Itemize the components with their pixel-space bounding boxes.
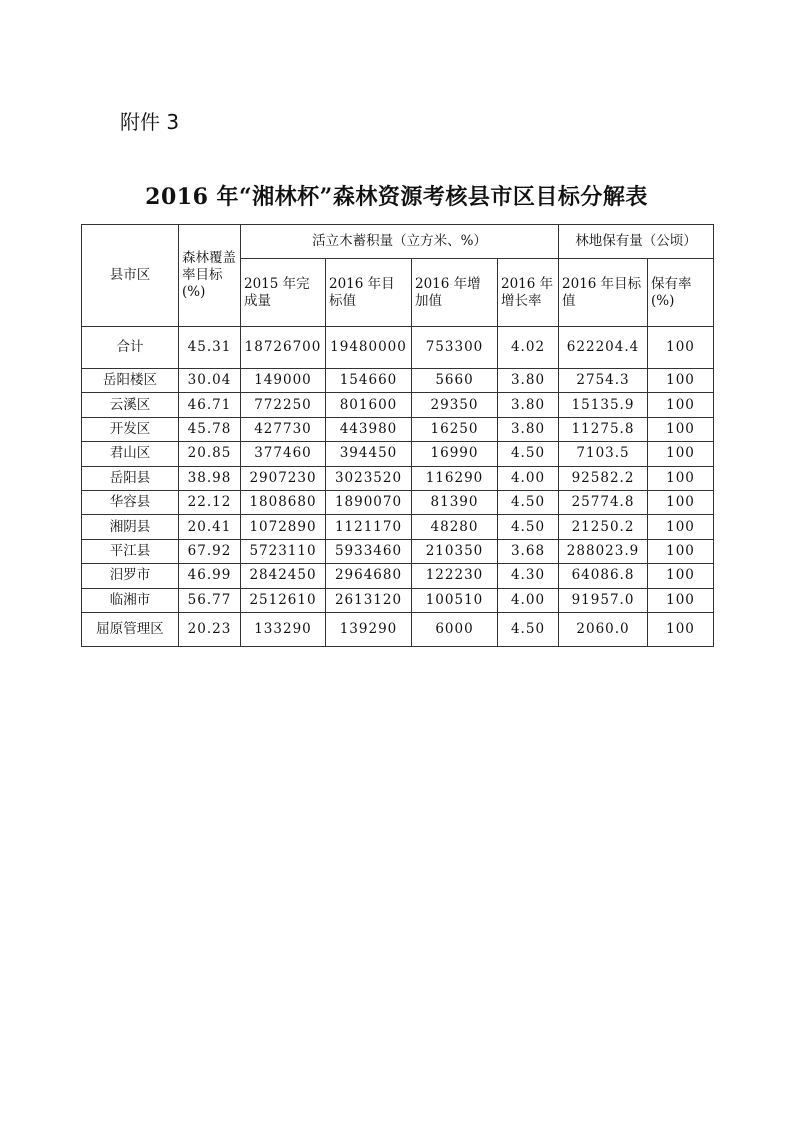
header-target-2016: 2016 年目标值 [326, 259, 412, 327]
cell-done-2015: 18726700 [241, 327, 326, 369]
cell-done-2015: 772250 [241, 393, 326, 417]
table-row [82, 539, 714, 563]
cell-retention: 100 [648, 515, 714, 539]
cell-county: 华容县 [82, 490, 179, 514]
cell-forest-cover: 38.98 [179, 466, 241, 490]
cell-forest-cover: 46.99 [179, 564, 241, 588]
target-breakdown-table [81, 224, 714, 647]
cell-increase-2016: 29350 [412, 393, 498, 417]
cell-target-2016: 1890070 [326, 490, 412, 514]
cell-target-2016: 801600 [326, 393, 412, 417]
cell-target-2016: 1121170 [326, 515, 412, 539]
cell-retention: 100 [648, 588, 714, 612]
cell-done-2015: 2842450 [241, 564, 326, 588]
cell-target-2016: 5933460 [326, 539, 412, 563]
table-row [82, 417, 714, 441]
attachment-label: 附件 3 [120, 110, 180, 134]
cell-increase-2016: 122230 [412, 564, 498, 588]
cell-county: 平江县 [82, 539, 179, 563]
cell-target-2016: 154660 [326, 369, 412, 393]
cell-done-2015: 427730 [241, 417, 326, 441]
cell-growth-2016: 3.80 [498, 369, 559, 393]
cell-county: 君山区 [82, 442, 179, 466]
cell-increase-2016: 6000 [412, 612, 498, 646]
cell-retention: 100 [648, 564, 714, 588]
cell-land-target: 2754.3 [559, 369, 648, 393]
cell-done-2015: 1808680 [241, 490, 326, 514]
cell-growth-2016: 3.80 [498, 393, 559, 417]
cell-growth-2016: 4.30 [498, 564, 559, 588]
table-row [82, 515, 714, 539]
cell-forest-cover: 45.78 [179, 417, 241, 441]
cell-retention: 100 [648, 369, 714, 393]
table-row [82, 369, 714, 393]
cell-growth-2016: 3.80 [498, 417, 559, 441]
cell-county: 云溪区 [82, 393, 179, 417]
cell-growth-2016: 4.00 [498, 588, 559, 612]
total-row [82, 327, 714, 369]
header-forest-cover: 森林覆盖率目标(%) [179, 225, 241, 327]
cell-target-2016: 139290 [326, 612, 412, 646]
cell-retention: 100 [648, 327, 714, 369]
cell-forest-cover: 20.85 [179, 442, 241, 466]
cell-forest-cover: 20.23 [179, 612, 241, 646]
cell-increase-2016: 5660 [412, 369, 498, 393]
cell-county: 屈原管理区 [82, 612, 179, 646]
cell-done-2015: 5723110 [241, 539, 326, 563]
cell-forest-cover: 45.31 [179, 327, 241, 369]
cell-retention: 100 [648, 442, 714, 466]
cell-target-2016: 3023520 [326, 466, 412, 490]
cell-increase-2016: 100510 [412, 588, 498, 612]
cell-land-target: 7103.5 [559, 442, 648, 466]
cell-county: 岳阳楼区 [82, 369, 179, 393]
header-increase-2016: 2016 年增加值 [412, 259, 498, 327]
cell-land-target: 288023.9 [559, 539, 648, 563]
cell-forest-cover: 20.41 [179, 515, 241, 539]
cell-land-target: 11275.8 [559, 417, 648, 441]
cell-growth-2016: 4.00 [498, 466, 559, 490]
cell-target-2016: 443980 [326, 417, 412, 441]
cell-done-2015: 133290 [241, 612, 326, 646]
cell-forest-cover: 30.04 [179, 369, 241, 393]
cell-land-target: 21250.2 [559, 515, 648, 539]
cell-land-target: 64086.8 [559, 564, 648, 588]
cell-done-2015: 377460 [241, 442, 326, 466]
document-title: 2016 年“湘林杯”森林资源考核县市区目标分解表 [145, 184, 648, 210]
cell-retention: 100 [648, 490, 714, 514]
cell-land-target: 622204.4 [559, 327, 648, 369]
table-row [82, 442, 714, 466]
table-row [82, 612, 714, 646]
cell-land-target: 15135.9 [559, 393, 648, 417]
header-done-2015: 2015 年完成量 [241, 259, 326, 327]
cell-increase-2016: 48280 [412, 515, 498, 539]
cell-county: 临湘市 [82, 588, 179, 612]
table-row [82, 564, 714, 588]
header-land-target-2016: 2016 年目标值 [559, 259, 648, 327]
header-land-group: 林地保有量（公顷） [559, 225, 714, 259]
cell-done-2015: 2907230 [241, 466, 326, 490]
cell-retention: 100 [648, 612, 714, 646]
cell-increase-2016: 116290 [412, 466, 498, 490]
cell-growth-2016: 4.02 [498, 327, 559, 369]
cell-forest-cover: 22.12 [179, 490, 241, 514]
cell-county: 合计 [82, 327, 179, 369]
cell-retention: 100 [648, 393, 714, 417]
cell-county: 岳阳县 [82, 466, 179, 490]
cell-county: 汨罗市 [82, 564, 179, 588]
cell-forest-cover: 56.77 [179, 588, 241, 612]
header-retention-rate: 保有率(%) [648, 259, 714, 327]
cell-growth-2016: 3.68 [498, 539, 559, 563]
cell-done-2015: 2512610 [241, 588, 326, 612]
cell-land-target: 91957.0 [559, 588, 648, 612]
cell-retention: 100 [648, 539, 714, 563]
header-row-1 [82, 225, 714, 259]
header-timber-group: 活立木蓄积量（立方米、%） [241, 225, 559, 259]
table-row [82, 393, 714, 417]
table-row [82, 588, 714, 612]
cell-land-target: 2060.0 [559, 612, 648, 646]
header-county: 县市区 [82, 225, 179, 327]
cell-growth-2016: 4.50 [498, 612, 559, 646]
cell-land-target: 25774.8 [559, 490, 648, 514]
cell-increase-2016: 16990 [412, 442, 498, 466]
cell-forest-cover: 46.71 [179, 393, 241, 417]
cell-increase-2016: 16250 [412, 417, 498, 441]
cell-target-2016: 2964680 [326, 564, 412, 588]
cell-land-target: 92582.2 [559, 466, 648, 490]
cell-target-2016: 394450 [326, 442, 412, 466]
cell-county: 湘阴县 [82, 515, 179, 539]
cell-growth-2016: 4.50 [498, 442, 559, 466]
cell-done-2015: 1072890 [241, 515, 326, 539]
cell-forest-cover: 67.92 [179, 539, 241, 563]
table-row [82, 490, 714, 514]
cell-growth-2016: 4.50 [498, 490, 559, 514]
cell-county: 开发区 [82, 417, 179, 441]
cell-retention: 100 [648, 466, 714, 490]
cell-increase-2016: 81390 [412, 490, 498, 514]
table-row [82, 466, 714, 490]
cell-growth-2016: 4.50 [498, 515, 559, 539]
cell-increase-2016: 210350 [412, 539, 498, 563]
cell-target-2016: 19480000 [326, 327, 412, 369]
cell-done-2015: 149000 [241, 369, 326, 393]
cell-increase-2016: 753300 [412, 327, 498, 369]
cell-target-2016: 2613120 [326, 588, 412, 612]
header-growth-2016: 2016 年增长率 [498, 259, 559, 327]
cell-retention: 100 [648, 417, 714, 441]
